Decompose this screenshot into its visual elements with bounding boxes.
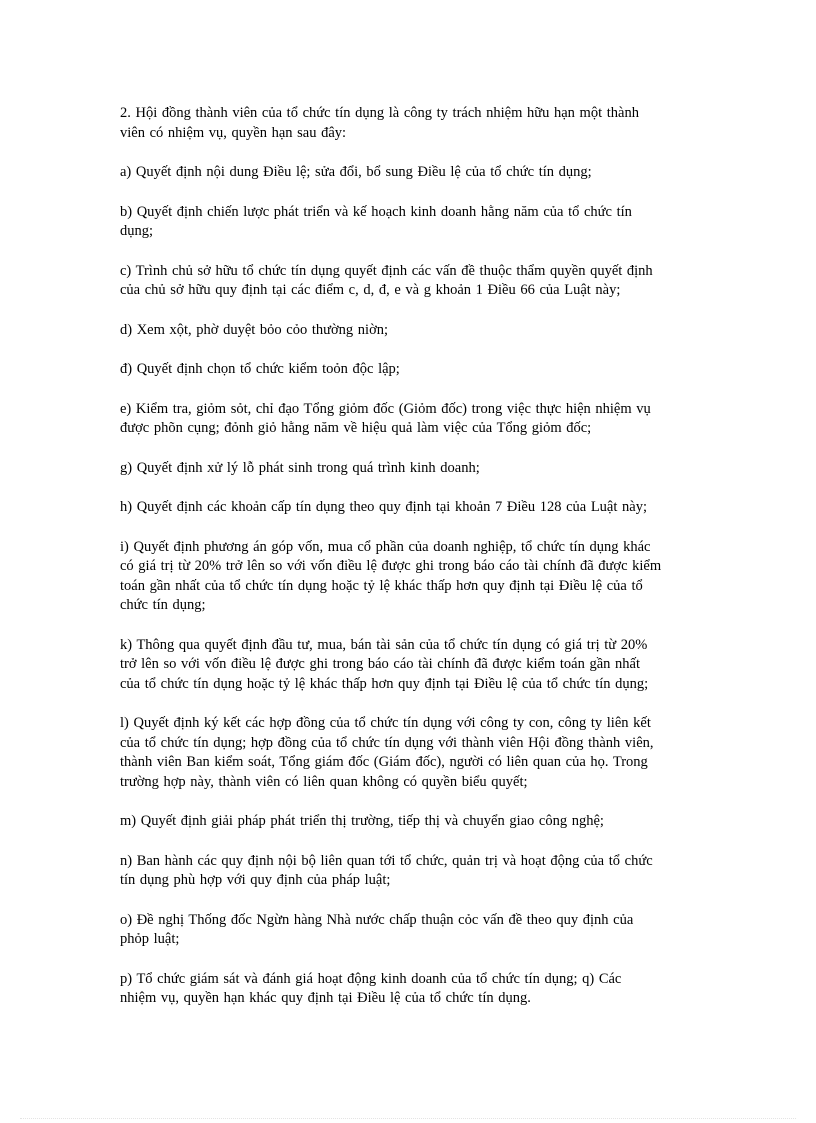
text-line: m) Quyết định giải pháp phát triển thị trường, tiếp thị và chuyển giao công nghệ;	[120, 813, 604, 829]
text-line: a) Quyết định nội dung Điều lệ; sửa đổi, bổ sung Điều lệ của tổ chức tín dụng;	[120, 164, 592, 180]
text-line: l) Quyết định ký kết các hợp đồng của tổ chức tín dụng với công ty con, công ty liên kết	[120, 715, 651, 731]
paragraph-p	[120, 970, 702, 1009]
text-line: nhiệm vụ, quyền hạn khác quy định tại Điều lệ của tổ chức tín dụng.	[120, 990, 531, 1006]
text-line: của tổ chức tín dụng; hợp đồng của tổ chức tín dụng với thành viên Hội đồng thành viên,	[120, 734, 654, 751]
paragraph-h	[120, 498, 702, 518]
text-line: tín dụng phù hợp với quy định của pháp luật;	[120, 872, 391, 888]
text-line: dụng;	[120, 223, 154, 239]
text-line: o) Đề nghị Thống đốc Ngừn hàng Nhà nước chấp thuận cỏc vấn đề theo quy định của	[120, 911, 634, 928]
text-line: của tổ chức tín dụng hoặc tỷ lệ khác thấp hơn quy định tại Điều lệ của tổ chức tín dụng;	[120, 675, 649, 692]
paragraph-n	[120, 852, 702, 891]
text-line: thành viên Ban kiểm soát, Tổng giám đốc (Giám đốc), người có liên quan của họ. Trong	[120, 754, 648, 770]
document-body	[120, 104, 702, 1029]
text-line: chức tín dụng;	[120, 597, 206, 613]
paragraph-o	[120, 911, 702, 950]
text-line: phỏp luật;	[120, 931, 180, 947]
text-line: p) Tổ chức giám sát và đánh giá hoạt động kinh doanh của tổ chức tín dụng; q) Các	[120, 970, 622, 987]
text-line: c) Trình chủ sở hữu tổ chức tín dụng quyết định các vấn đề thuộc thẩm quyền quyết định	[120, 262, 653, 279]
paragraph-c	[120, 262, 702, 301]
text-line: d) Xem xột, phờ duyệt bỏo cỏo thường niờn;	[120, 321, 389, 338]
text-line: n) Ban hành các quy định nội bộ liên quan tới tổ chức, quản trị và hoạt động của tổ chức	[120, 852, 653, 869]
paragraph-m	[120, 812, 702, 832]
text-line: viên có nhiệm vụ, quyền hạn sau đây:	[120, 124, 347, 141]
text-line: 2. Hội đồng thành viên của tổ chức tín dụng là công ty trách nhiệm hữu hạn một thành	[120, 105, 639, 121]
paragraph-e	[120, 400, 702, 439]
paragraph-k	[120, 636, 702, 695]
text-line: được phõn cụng; đỏnh giỏ hằng năm về hiệu quả làm việc của Tổng giỏm đốc;	[120, 420, 592, 436]
paragraph-b	[120, 203, 702, 242]
text-line: đ) Quyết định chọn tổ chức kiểm toỏn độc lập;	[120, 361, 400, 377]
paragraph-a	[120, 163, 702, 183]
text-line: g) Quyết định xử lý lỗ phát sinh trong quá trình kinh doanh;	[120, 459, 480, 476]
text-line: e) Kiểm tra, giỏm sỏt, chỉ đạo Tổng giỏm đốc (Giỏm đốc) trong việc thực hiện nhiệm vụ	[120, 400, 651, 417]
text-line: i) Quyết định phương án góp vốn, mua cổ phần của doanh nghiệp, tổ chức tín dụng khác	[120, 538, 651, 555]
paragraph-2	[120, 104, 702, 143]
paragraph-g	[120, 459, 702, 479]
text-line: k) Thông qua quyết định đầu tư, mua, bán tài sản của tổ chức tín dụng có giá trị từ 20%	[120, 636, 648, 653]
text-line: h) Quyết định các khoản cấp tín dụng theo quy định tại khoản 7 Điều 128 của Luật này;	[120, 499, 647, 515]
paragraph-l	[120, 714, 702, 792]
paragraph-d	[120, 321, 702, 341]
text-line: trường hợp này, thành viên có liên quan không có quyền biểu quyết;	[120, 773, 528, 790]
text-line: toán gần nhất của tổ chức tín dụng hoặc tỷ lệ khác thấp hơn quy định tại Điều lệ của tổ	[120, 577, 643, 594]
page-bottom-divider	[20, 1118, 796, 1119]
text-line: có giá trị từ 20% trở lên so với vốn điều lệ được ghi trong báo cáo tài chính đã được kiểm	[120, 558, 662, 574]
paragraph-dd	[120, 360, 702, 380]
text-line: của chủ sở hữu quy định tại các điểm c, d, đ, e và g khoản 1 Điều 66 của Luật này;	[120, 282, 621, 298]
paragraph-i	[120, 538, 702, 616]
text-line: trở lên so với vốn điều lệ được ghi trong báo cáo tài chính đã được kiểm toán gần nhất	[120, 656, 641, 672]
text-line: b) Quyết định chiến lược phát triển và kế hoạch kinh doanh hằng năm của tổ chức tín	[120, 203, 632, 220]
